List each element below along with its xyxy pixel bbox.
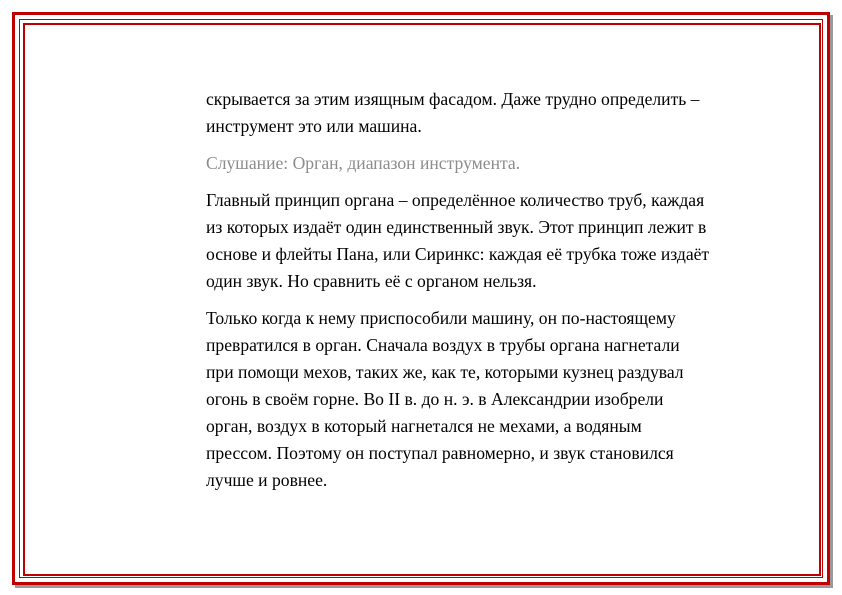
text-body bbox=[206, 86, 711, 494]
paragraph-intro: скрывается за этим изящным фасадом. Даже трудно определить – инструмент это или машина. bbox=[206, 89, 700, 136]
paragraph-history: Только когда к нему приспособили машину, он по-настоящему превратился в орган. Сначала воздух в трубы органа нагнетали при помощи мехов, таких же, как те, которыми кузнец раздувал огонь в своём горне. Во II в. до н. э. в Александрии изобрели орган, воздух в который нагнетался не мехами, а водяным прессом. Поэтому он поступал равномерно, и звук становился лучше и ровнее. bbox=[206, 308, 684, 490]
paragraph-listening-note: Слушание: Орган, диапазон инструмента. bbox=[206, 153, 521, 173]
paragraph-principle: Главный принцип органа – определённое количество труб, каждая из которых издаёт один единственный звук. Этот принцип лежит в основе и флейты Пана, или Сиринкс: каждая её трубка тоже издаёт один звук. Но сравнить её с органом нельзя. bbox=[206, 190, 710, 291]
